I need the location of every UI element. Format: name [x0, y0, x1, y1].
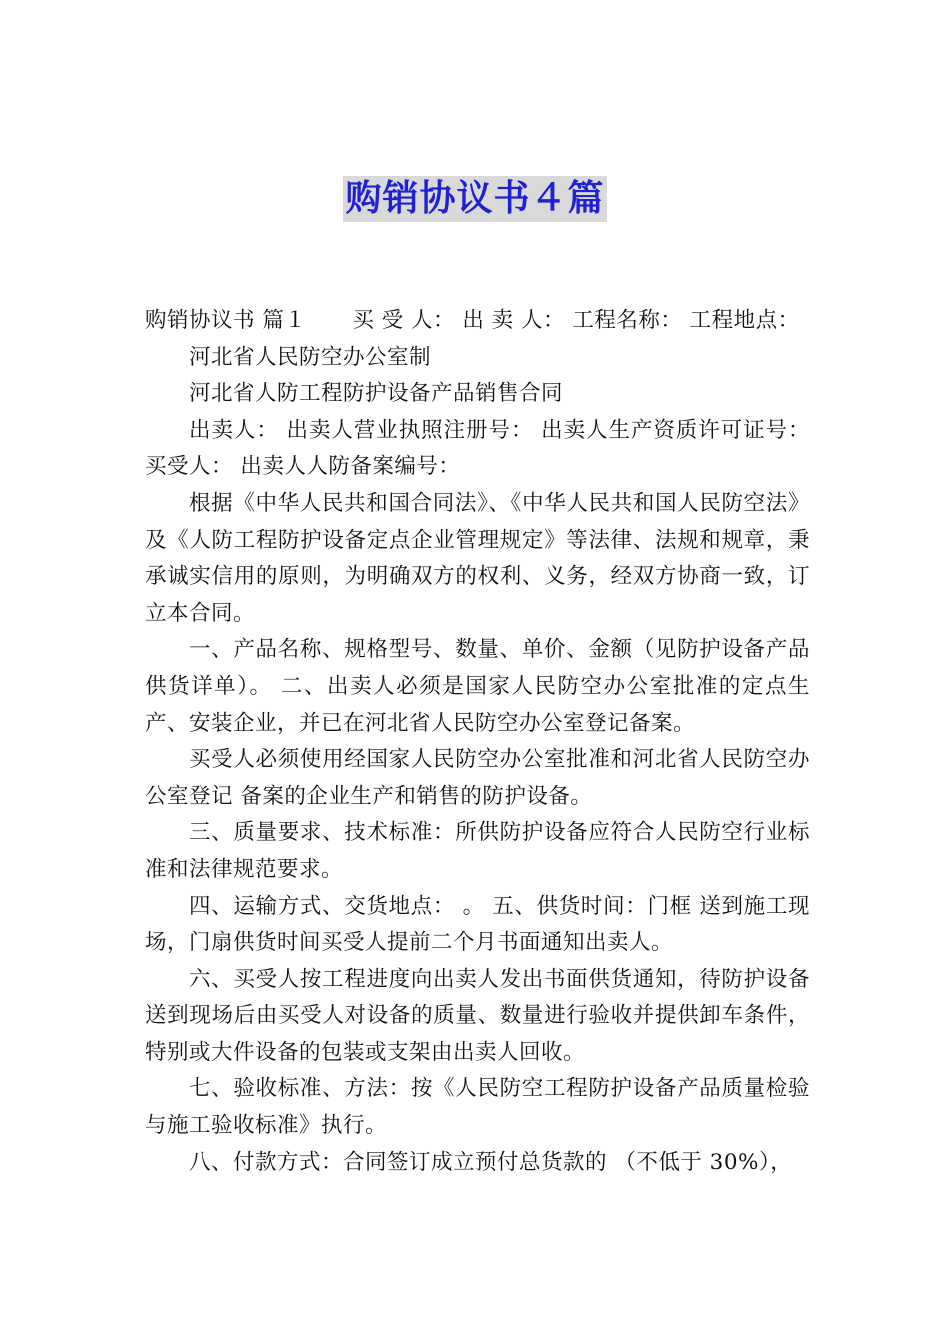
paragraph: 买受人必须使用经国家人民防空办公室批准和河北省人民防空办公室登记 备案的企业生产和销售的防护设备。: [145, 747, 810, 809]
paragraph: 根据《中华人民共和国合同法》、《中华人民共和国人民防空法》及《人防工程防护设备定点企业管理规定》等法律、法规和规章，秉承诚实信用的原则，为明确双方的权利、义务，经双方协商一致，订立本合同。: [145, 490, 810, 626]
paragraph: 六、买受人按工程进度向出卖人发出书面供货通知，待防护设备送到现场后由买受人对设备的质量、数量进行验收并提供卸车条件，特别或大件设备的包装或支架由出卖人回收。: [145, 966, 810, 1065]
section-label: 购销协议书 篇１: [145, 308, 307, 333]
document-title: 购销协议书４篇: [343, 176, 606, 222]
paragraph: 八、付款方式：合同签订成立预付总货款的 （不低于 30%），: [189, 1149, 793, 1175]
paragraph: 河北省人民防空办公室制: [189, 344, 432, 370]
party-fields: 买 受 人： 出 卖 人： 工程名称： 工程地点：: [352, 308, 800, 333]
paragraph: 四、运输方式、交货地点： 。 五、供货时间：门框 送到施工现场，门扇供货时间买受人提前二个月书面通知出卖人。: [145, 893, 810, 956]
title-wrap: [0, 176, 950, 222]
document-body: [145, 303, 810, 1181]
paragraph: 三、质量要求、技术标准：所供防护设备应符合人民防空行业标准和法律规范要求。: [145, 820, 810, 882]
paragraph: 河北省人防工程防护设备产品销售合同: [189, 381, 564, 407]
paragraph: 出卖人： 出卖人营业执照注册号： 出卖人生产资质许可证号： 买受人： 出卖人人防备案编号：: [145, 417, 810, 480]
paragraph: 七、验收标准、方法：按《人民防空工程防护设备产品质量检验与施工验收标准》执行。: [145, 1076, 810, 1139]
paragraph: 一、产品名称、规格型号、数量、单价、金额（见防护设备产品供货详单）。 二、出卖人必须是国家人民防空办公室批准的定点生产、安装企业，并已在河北省人民防空办公室登记备案。: [145, 637, 810, 736]
first-line: [145, 303, 810, 340]
